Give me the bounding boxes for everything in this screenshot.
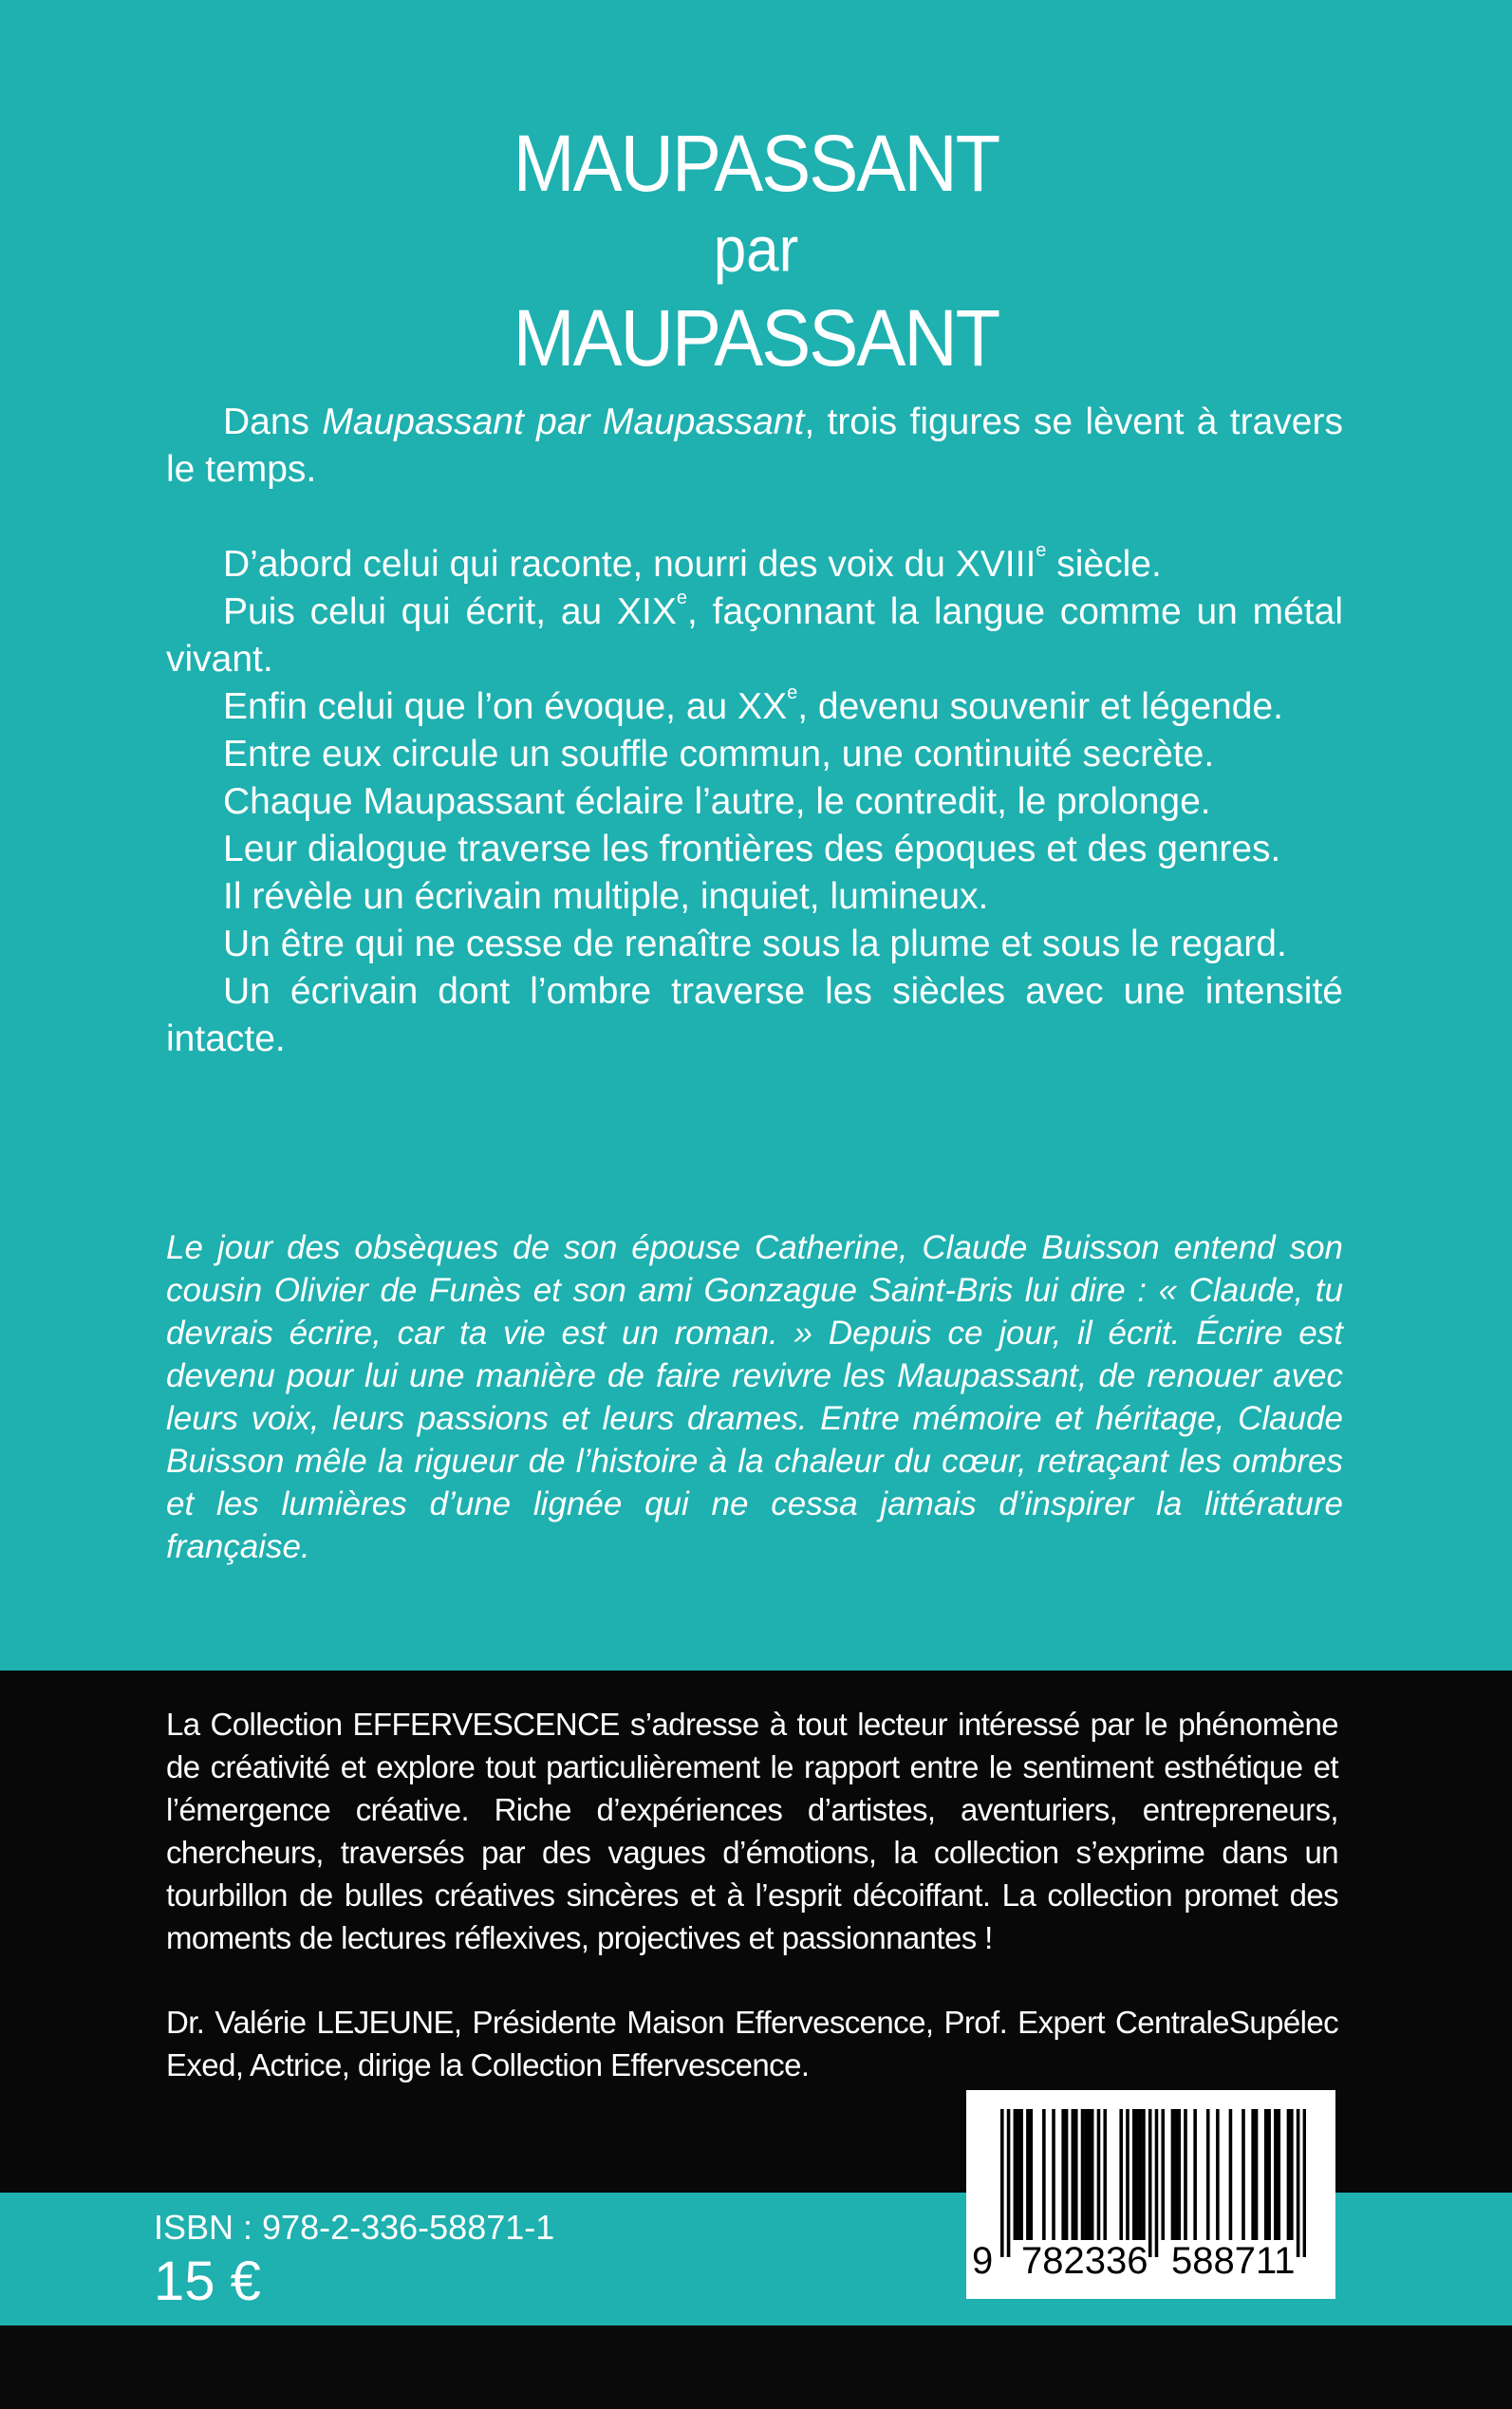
summary-paragraph-1	[166, 399, 1343, 494]
barcode-bar	[1091, 2109, 1094, 2240]
title-line-1: MAUPASSANT	[513, 118, 999, 209]
barcode-bar	[1206, 2109, 1210, 2240]
summary-paragraph-8: Il révèle un écrivain multiple, inquiet, lumineux.	[223, 876, 989, 917]
summary-title-italic: Maupassant par Maupassant	[322, 402, 805, 442]
barcode-bar	[1290, 2109, 1294, 2240]
barcode-bar	[1132, 2109, 1136, 2240]
barcode-bar	[1161, 2109, 1165, 2240]
barcode-bar	[1135, 2109, 1139, 2240]
barcode-bar	[1193, 2109, 1197, 2240]
barcode-bar	[1177, 2109, 1181, 2240]
barcode-bar	[1251, 2109, 1255, 2240]
summary-paragraph-9: Un être qui ne cesse de renaître sous la plume et sous le regard.	[223, 924, 1287, 964]
barcode-bar	[1042, 2109, 1046, 2240]
barcode-bar	[1229, 2109, 1233, 2240]
summary-text: siècle.	[1046, 544, 1162, 585]
summary-paragraph-10: Un écrivain dont l’ombre traverse les siècles avec une intensité intacte.	[166, 971, 1343, 1059]
summary-paragraph-6: Chaque Maupassant éclaire l’autre, le contredit, le prolonge.	[223, 781, 1211, 822]
summary-paragraph-2	[166, 541, 1343, 588]
barcode-bar	[1014, 2109, 1017, 2240]
summary-text: , devenu souvenir et légende.	[797, 686, 1283, 727]
barcode-bar	[1088, 2109, 1092, 2240]
barcode-bar	[1030, 2109, 1034, 2240]
barcode-bar	[1148, 2109, 1152, 2257]
barcode-bar	[1065, 2109, 1069, 2240]
summary-text: Puis celui qui écrit, au XIX	[223, 591, 677, 632]
summary-text: Enfin celui que l’on évoque, au XX	[223, 686, 788, 727]
barcode-bar	[1255, 2109, 1259, 2240]
barcode-bar	[1142, 2109, 1146, 2240]
barcode-bar	[1007, 2109, 1011, 2257]
barcode-bar	[1026, 2109, 1030, 2240]
superscript: e	[787, 682, 798, 703]
price: 15 €	[154, 2250, 261, 2312]
barcode-bar	[1061, 2109, 1065, 2240]
barcode-bar	[1074, 2109, 1078, 2240]
barcode-bar	[1241, 2109, 1245, 2240]
isbn: ISBN : 978-2-336-58871-1	[154, 2208, 555, 2247]
barcode-bar	[1287, 2109, 1291, 2240]
summary-text: , trois figures se lèvent à travers le temps.	[166, 402, 1343, 490]
barcode-bar	[1297, 2109, 1300, 2257]
barcode-bar	[1274, 2109, 1278, 2240]
barcode-bar	[1267, 2109, 1271, 2240]
barcode-bar	[1277, 2109, 1280, 2240]
barcode-bar	[1119, 2109, 1123, 2240]
summary-paragraph-3	[166, 588, 1343, 683]
barcode-bar	[1072, 2109, 1075, 2240]
title-line-2: par	[713, 215, 799, 286]
summary-text: , façonnant la langue comme un métal vivant.	[166, 591, 1343, 680]
barcode-bar	[1052, 2109, 1055, 2240]
barcode-bar	[1081, 2109, 1085, 2240]
barcode-bar	[1019, 2109, 1023, 2240]
book-summary	[166, 399, 1343, 1063]
barcode	[966, 2090, 1335, 2299]
barcode-bar	[1126, 2109, 1129, 2240]
footer-black-strip	[0, 2325, 1512, 2409]
barcode-first-digit: 9	[972, 2240, 994, 2282]
barcode-bar	[1184, 2109, 1187, 2240]
barcode-right-group: 588711	[1171, 2240, 1296, 2282]
summary-paragraph-4	[166, 683, 1343, 731]
summary-text: Dans	[223, 402, 323, 442]
barcode-bar	[1174, 2109, 1178, 2240]
collection-description: La Collection EFFERVESCENCE s’adresse à tout lecteur intéressé par le phénomène de créativité et explore tout particulièrement le rapport entre le sentiment esthétique et l’émergence créative. Riche d’expériences d’artistes, aventuriers, entrepreneurs, chercheurs, traversés par des vagues d’émotions, la collection s’exprime dans un tourbillon de bulles créatives sincères et à l’esprit décoiffant. La collection promet des moments de lectures réflexives, projectives et passionnantes !	[166, 1707, 1338, 1955]
barcode-bar	[1303, 2109, 1306, 2257]
barcode-digits	[970, 2240, 1331, 2282]
barcode-bar	[1017, 2109, 1020, 2240]
barcode-left-group: 782336	[1021, 2240, 1148, 2282]
barcode-bar	[1000, 2109, 1004, 2257]
superscript: e	[1036, 540, 1047, 561]
author-biography: Le jour des obsèques de son épouse Catherine, Claude Buisson entend son cousin Olivier de Funès et son ami Gonzague Saint-Bris lui dire : « Claude, tu devrais écrire, car ta vie est un roman. » Depuis ce jour, il écrit. Écrire est devenu pour lui une manière de faire revivre les Maupassant, de renouer avec leurs voix, leurs passions et leurs drames. Entre mémoire et héritage, Claude Buisson mêle la rigueur de l’histoire à la chaleur du cœur, retraçant les ombres et les lumières d’une lignée qui ne cessa jamais d’inspirer la littérature française.	[166, 1229, 1343, 1565]
barcode-bar	[1216, 2109, 1220, 2240]
barcode-bars	[1000, 2109, 1306, 2257]
title-line-3: MAUPASSANT	[513, 292, 999, 383]
barcode-bar	[1155, 2109, 1159, 2257]
summary-text: D’abord celui qui raconte, nourri des voix du XVIII	[223, 544, 1036, 585]
collection-director: Dr. Valérie LEJEUNE, Présidente Maison Effervescence, Prof. Expert CentraleSupélec Exed, Actrice, dirige la Collection Effervescence.	[166, 2005, 1338, 2082]
book-title	[0, 118, 1512, 383]
barcode-bar	[1097, 2109, 1101, 2240]
summary-paragraph-5: Entre eux circule un souffle commun, une continuité secrète.	[223, 734, 1215, 775]
barcode-bar	[1084, 2109, 1088, 2240]
barcode-bar	[1139, 2109, 1143, 2240]
barcode-bar	[1264, 2109, 1268, 2240]
superscript: e	[676, 588, 687, 608]
summary-paragraph-7: Leur dialogue traverse les frontières des époques et des genres.	[223, 829, 1281, 869]
barcode-bar	[1103, 2109, 1107, 2240]
barcode-bar	[1171, 2109, 1175, 2240]
